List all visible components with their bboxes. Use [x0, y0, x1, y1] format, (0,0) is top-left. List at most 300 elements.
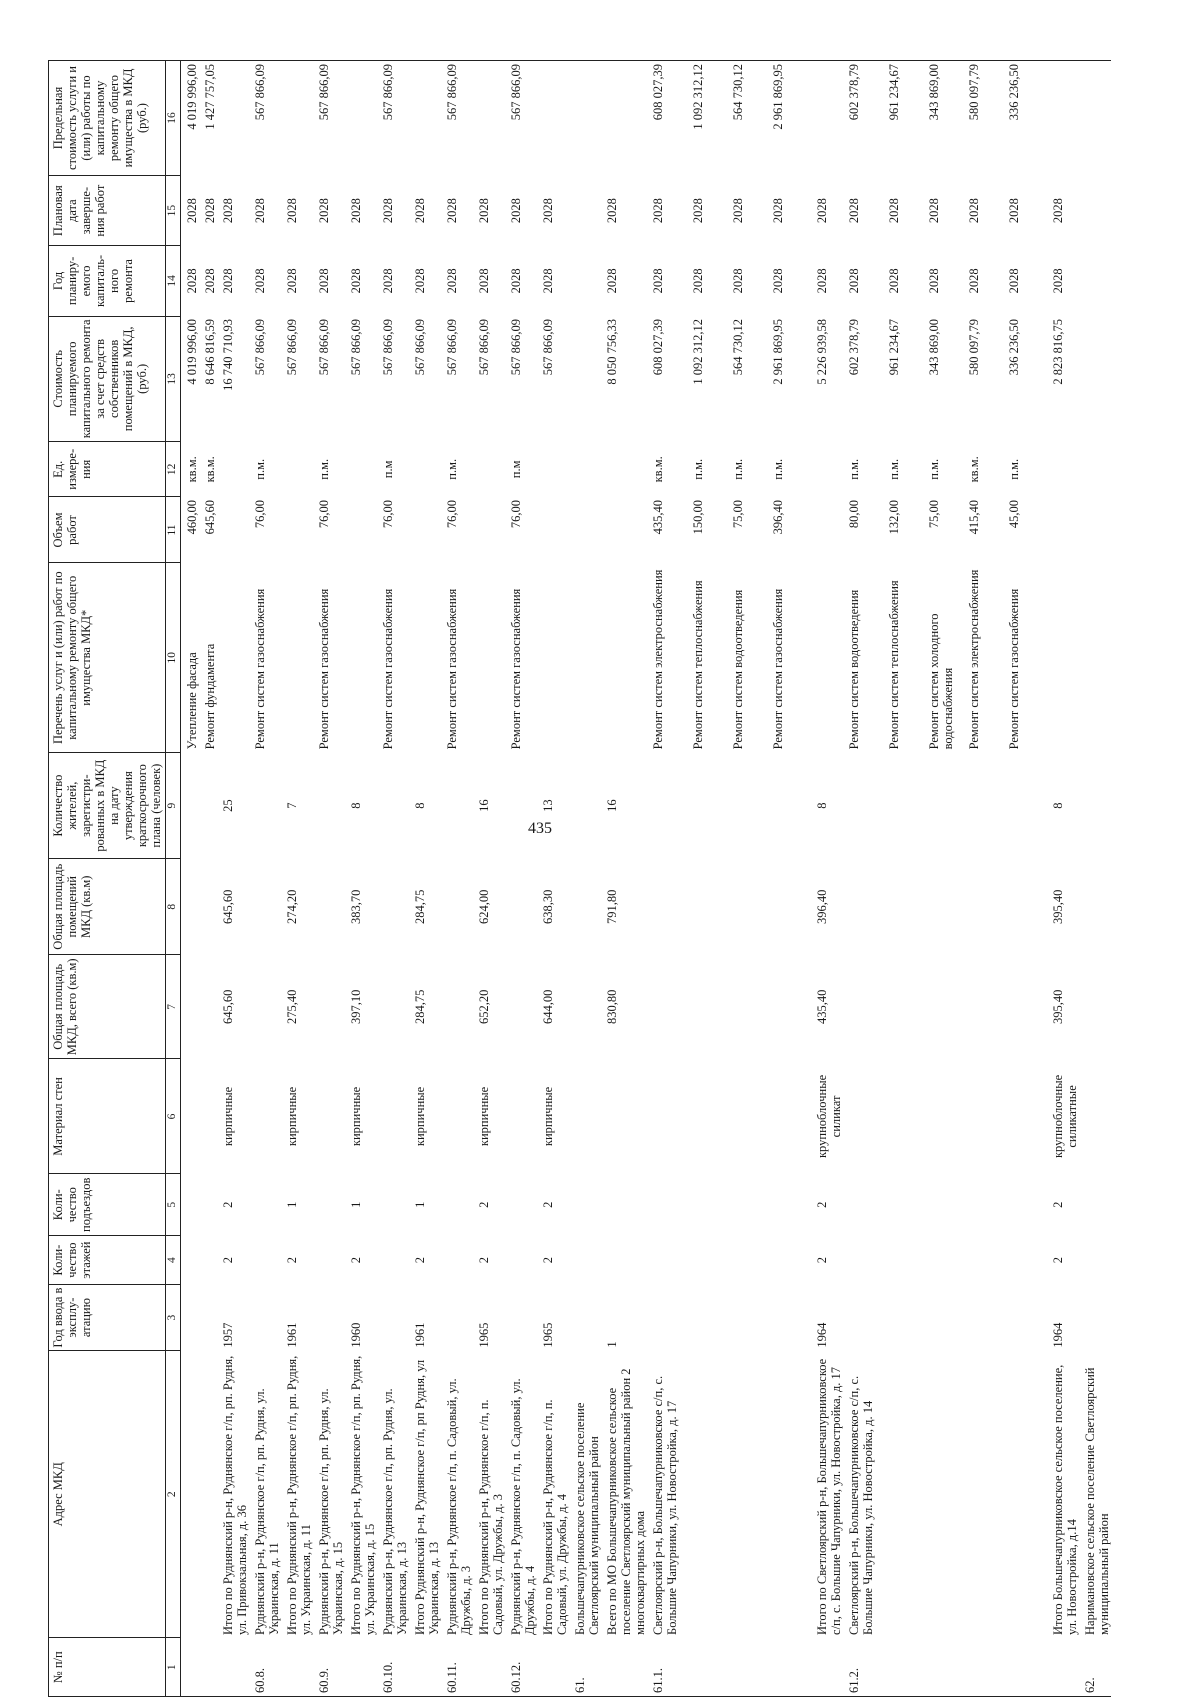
cell-col-1: 62. [1079, 1638, 1111, 1697]
cell-line: 75,00 [731, 499, 745, 529]
cell-col-11 [537, 497, 569, 563]
cell-col-6 [313, 1059, 345, 1174]
cell-col-2: Всего по МО Большечапурниковское сельское поселение Светлоярский муниципальный район 2 многоквартирных дома [605, 1368, 647, 1635]
header-col-15: Плановая дата заверше-ния работ [49, 176, 166, 246]
cell-col-2: Итого по Руднянский р-н, Руднянское г/п, п. Садовый, ул. Дружбы, д. 4 [541, 1399, 569, 1635]
cell-col-5: 2 [541, 1201, 555, 1208]
cell-col-14 [843, 246, 1047, 316]
cell-col-13: 4 019 996,00 [185, 319, 199, 385]
cell-col-7: 275,40 [285, 989, 299, 1024]
cell-col-10: Ремонт систем газоснабжения [381, 588, 395, 750]
header-col-4: Коли-чество этажей [49, 1236, 166, 1285]
cell-line: п.м. [771, 458, 785, 480]
cell-col-8: 395,40 [1051, 889, 1065, 924]
cell-col-10 [1047, 563, 1079, 752]
cell-col-2: Руднянский р-н, Руднянское г/п, рп. Рудня, ул. Украинская, д. 11 [253, 1388, 281, 1635]
cell-col-5 [601, 1174, 647, 1236]
cell-col-2: Итого по Руднянский р-н, Руднянское г/п, п. Садовый, ул. Дружбы, д. 3 [477, 1399, 505, 1635]
cell-col-8 [441, 859, 473, 955]
cell-col-13 [843, 316, 1047, 442]
cell-col-14: 2028 [541, 268, 555, 294]
cell-line: Ремонт систем газоснабжения [1007, 588, 1021, 750]
cell-col-10 [647, 563, 811, 752]
cell-col-9: 8 [349, 802, 363, 809]
cell-line: 2028 [691, 268, 705, 294]
cell-col-15: 2028 [349, 198, 363, 224]
cell-line: 2 961 869,95 [771, 64, 785, 130]
cell-col-4 [601, 1236, 647, 1285]
cell-col-11: 76,00 [317, 499, 331, 529]
table-row [1047, 61, 1079, 1697]
table-row [181, 61, 200, 1697]
cell-line: 336 236,50 [1007, 64, 1021, 121]
cell-col-5 [441, 1174, 473, 1236]
header-col-11: Объем работ [49, 497, 166, 563]
cell-col-5: 1 [413, 1201, 427, 1208]
cell-col-1: 60.8. [249, 1638, 281, 1697]
cell-col-2: Наримановское сельское поселение Светлоярский муниципальный район [1083, 1367, 1111, 1635]
cell-col-3 [505, 1285, 537, 1351]
cell-col-9 [843, 752, 1047, 858]
cell-col-15: 2028 [285, 198, 299, 224]
cell-col-9 [377, 752, 409, 858]
cell-col-6: кирпичные [541, 1086, 555, 1147]
cell-line: Ремонт систем холодного водоснабжения [927, 613, 955, 750]
column-number-16: 16 [166, 61, 181, 176]
cell-line: п.м. [847, 458, 861, 480]
cell-col-1: 60.10. [377, 1638, 409, 1697]
cell-col-4 [647, 1236, 811, 1285]
cell-line: 2028 [967, 268, 981, 294]
cell-col-1: 60.11. [441, 1638, 473, 1697]
cell-col-13: 567 866,09 [381, 319, 395, 376]
cell-col-4 [569, 1236, 601, 1285]
cell-col-12 [811, 442, 843, 497]
cell-line: 2028 [847, 198, 861, 224]
cell-line: 2 961 869,95 [771, 319, 785, 385]
cell-col-15 [569, 176, 601, 246]
cell-line: 608 027,39 [651, 64, 665, 121]
cell-line: 2028 [887, 268, 901, 294]
cell-col-15: 2028 [381, 198, 395, 224]
cell-col-3 [441, 1285, 473, 1351]
cell-line: 608 027,39 [651, 319, 665, 376]
cell-line: 564 730,12 [731, 319, 745, 376]
cell-col-9 [505, 752, 537, 858]
cell-col-12 [647, 442, 811, 497]
cell-col-11 [569, 497, 601, 563]
cell-line: 2028 [651, 268, 665, 294]
cell-line: Ремонт систем теплоснабжения [887, 580, 901, 750]
table-row [473, 61, 505, 1697]
cell-col-4: 2 [541, 1257, 555, 1264]
column-number-6: 6 [166, 1059, 181, 1174]
cell-col-16: 1 427 757,05 [199, 61, 217, 176]
cell-col-7: 652,20 [477, 989, 491, 1024]
cell-col-7: 644,00 [541, 989, 555, 1024]
cell-col-7: 397,10 [349, 989, 363, 1024]
cell-col-3 [249, 1285, 281, 1351]
cell-col-4 [843, 1236, 1047, 1285]
column-number-row [166, 61, 181, 1697]
cell-line: 2028 [887, 198, 901, 224]
table-row [647, 61, 811, 1697]
cell-col-12: п.м. [317, 458, 331, 480]
cell-col-15: 2028 [541, 198, 555, 224]
cell-col-6 [199, 1059, 217, 1174]
cell-col-4: 2 [221, 1257, 235, 1264]
cell-line: 2028 [691, 198, 705, 224]
cell-col-7: 395,40 [1051, 989, 1065, 1024]
cell-col-13 [1079, 316, 1111, 442]
header-col-2: Адрес МКД [49, 1351, 166, 1638]
cell-col-10 [473, 563, 505, 752]
cell-col-12 [601, 442, 647, 497]
cell-col-8: 274,20 [285, 889, 299, 924]
cell-col-13: 567 866,09 [509, 319, 523, 376]
cell-col-9 [569, 752, 601, 858]
column-number-9: 9 [166, 752, 181, 858]
cell-line: п.м. [1007, 458, 1021, 480]
cell-line: п.м. [731, 458, 745, 480]
cell-col-1: 60.9. [313, 1638, 345, 1697]
column-number-8: 8 [166, 859, 181, 955]
cell-col-8 [647, 859, 811, 955]
cell-col-2: Руднянский р-н, Руднянское г/п, п. Садовый, ул. Дружбы, д. 4 [509, 1378, 537, 1635]
cell-col-12: п.м [381, 460, 395, 479]
cell-col-10 [537, 563, 569, 752]
cell-col-3: 1957 [221, 1322, 235, 1348]
cell-col-14: 2028 [253, 268, 267, 294]
cell-col-7 [1079, 955, 1111, 1059]
cell-col-10: Утепление фасада [185, 652, 199, 750]
cell-col-12 [843, 442, 1047, 497]
cell-col-12: кв.м. [185, 456, 199, 483]
cell-col-13: 5 226 939,58 [815, 319, 829, 385]
cell-col-8 [249, 859, 281, 955]
cell-line: 415,40 [967, 499, 981, 535]
cell-line: 961 234,67 [887, 64, 901, 121]
cell-col-15: 2028 [253, 198, 267, 224]
cell-col-9: 7 [285, 802, 299, 809]
cell-col-3: 1960 [349, 1322, 363, 1348]
column-number-10: 10 [166, 563, 181, 752]
cell-col-6: кирпичные [477, 1086, 491, 1147]
cell-line: 45,00 [1007, 499, 1021, 529]
cell-col-5: 2 [221, 1201, 235, 1208]
cell-col-11 [1047, 497, 1079, 563]
table-row [1079, 61, 1111, 1697]
cell-col-2: Итого по Руднянский р-н, Руднянское г/п, рп. Рудня, ул. Привокзальная, д. 36 [221, 1355, 249, 1635]
cell-col-10: Ремонт систем газоснабжения [317, 588, 331, 750]
cell-line: 343 869,00 [927, 319, 941, 376]
cell-col-11 [811, 497, 843, 563]
cell-col-15: 2028 [203, 198, 217, 224]
cell-col-4 [313, 1236, 345, 1285]
cell-col-9 [647, 752, 811, 858]
column-number-4: 4 [166, 1236, 181, 1285]
capital-repair-table [48, 60, 1111, 1697]
cell-col-12 [281, 442, 313, 497]
cell-col-13 [647, 316, 811, 442]
cell-line: 396,40 [771, 499, 785, 535]
column-number-5: 5 [166, 1174, 181, 1236]
cell-col-9: 16 [605, 799, 619, 812]
table-row [345, 61, 377, 1697]
table-row [313, 61, 345, 1697]
cell-col-14 [647, 246, 811, 316]
cell-col-15: 2028 [221, 198, 235, 224]
cell-col-14: 2028 [413, 268, 427, 294]
cell-col-5 [249, 1174, 281, 1236]
table-row [601, 61, 647, 1697]
cell-line: 602 378,79 [847, 319, 861, 376]
cell-col-11 [843, 497, 1047, 563]
cell-col-12 [1047, 442, 1079, 497]
cell-col-6: кирпичные [349, 1086, 363, 1147]
cell-col-7: 645,60 [221, 989, 235, 1024]
cell-col-16 [811, 61, 843, 176]
cell-col-8: 791,80 [605, 889, 619, 924]
cell-line: Ремонт систем электроснабжения [651, 569, 665, 750]
cell-col-2: Итого по Руднянский р-н, Руднянское г/п, рп. Рудня, ул. Украинская, д. 15 [349, 1355, 377, 1635]
cell-col-2: Большечапурниковское сельское поселение Светлоярский муниципальный район [573, 1402, 601, 1635]
table-row [377, 61, 409, 1697]
cell-col-1: 60.12. [505, 1638, 537, 1697]
cell-col-11: 76,00 [509, 499, 523, 529]
cell-col-14: 2028 [605, 268, 619, 294]
header-row [49, 61, 166, 1697]
cell-col-10 [601, 563, 647, 752]
cell-col-7 [441, 955, 473, 1059]
cell-col-16 [1079, 61, 1111, 176]
cell-col-12: п.м. [253, 458, 267, 480]
cell-col-10: Ремонт систем газоснабжения [509, 588, 523, 750]
header-col-7: Общая площадь МКД, всего (кв.м) [49, 955, 166, 1059]
cell-col-16: 567 866,09 [441, 61, 473, 176]
table-row [537, 61, 569, 1697]
cell-line: 150,00 [691, 499, 705, 535]
cell-col-1 [811, 1638, 843, 1697]
cell-line: Ремонт систем газоснабжения [771, 588, 785, 750]
table-row [811, 61, 843, 1697]
cell-col-8: 645,60 [221, 889, 235, 924]
cell-line: 961 234,67 [887, 319, 901, 376]
cell-col-3 [199, 1285, 217, 1351]
cell-col-7 [249, 955, 281, 1059]
cell-col-11: 76,00 [253, 499, 267, 529]
page-number: 435 [528, 820, 552, 837]
header-col-16: Предельная стоимость услуги и (или) работы по капитальному ремонту общего имущества в МКД (руб.) [49, 61, 166, 176]
cell-col-4 [505, 1236, 537, 1285]
column-number-7: 7 [166, 955, 181, 1059]
cell-col-14: 2028 [815, 268, 829, 294]
cell-col-14: 2028 [203, 268, 217, 294]
cell-col-5 [199, 1174, 217, 1236]
cell-col-15: 2028 [815, 198, 829, 224]
cell-col-14: 2028 [317, 268, 331, 294]
cell-col-14: 2028 [185, 268, 199, 294]
cell-col-13: 2 823 816,75 [1051, 319, 1065, 385]
table-row [843, 61, 1047, 1697]
cell-col-16: 567 866,09 [313, 61, 345, 176]
cell-col-5 [1079, 1174, 1111, 1236]
cell-col-6 [843, 1059, 1047, 1174]
cell-line: п.м. [887, 458, 901, 480]
rotated-table-container [48, 60, 1148, 1697]
cell-col-2: Руднянский р-н, Руднянское г/п, рп. Рудня, ул. Украинская, д. 15 [317, 1388, 345, 1635]
cell-col-9: 8 [1051, 802, 1065, 809]
cell-col-5: 2 [815, 1201, 829, 1208]
cell-col-13: 567 866,09 [477, 319, 491, 376]
cell-col-1: 61.1. [647, 1638, 811, 1697]
cell-col-13: 16 740 710,93 [221, 319, 235, 391]
cell-line: Ремонт систем теплоснабжения [691, 580, 705, 750]
cell-col-12 [1079, 442, 1111, 497]
cell-col-6 [441, 1059, 473, 1174]
cell-col-16 [537, 61, 569, 176]
cell-col-5: 2 [1051, 1201, 1065, 1208]
table-row [281, 61, 313, 1697]
column-number-13: 13 [166, 316, 181, 442]
cell-col-16 [409, 61, 441, 176]
cell-col-10 [843, 563, 1047, 752]
cell-col-14 [569, 246, 601, 316]
cell-col-13: 567 866,09 [253, 319, 267, 376]
cell-line: 2028 [927, 198, 941, 224]
cell-col-10 [811, 563, 843, 752]
cell-col-5 [843, 1174, 1047, 1236]
cell-col-7 [647, 955, 811, 1059]
cell-col-13: 8 646 816,59 [203, 319, 217, 385]
cell-line: 336 236,50 [1007, 319, 1021, 376]
cell-col-14: 2028 [1051, 268, 1065, 294]
cell-col-12: п.м [509, 460, 523, 479]
cell-line: 2028 [731, 268, 745, 294]
cell-col-12 [217, 442, 249, 497]
cell-line: 2028 [1007, 268, 1021, 294]
cell-col-5 [313, 1174, 345, 1236]
cell-col-13: 567 866,09 [317, 319, 331, 376]
cell-col-16 [473, 61, 505, 176]
cell-col-8 [199, 859, 217, 955]
cell-col-13 [569, 316, 601, 442]
cell-col-6: крупноблочные силикат [815, 1074, 843, 1159]
cell-col-16 [345, 61, 377, 176]
cell-col-4 [441, 1236, 473, 1285]
cell-col-14: 2028 [221, 268, 235, 294]
cell-col-3: 1965 [477, 1322, 491, 1348]
cell-line: 2028 [927, 268, 941, 294]
cell-col-11: 460,00 [185, 499, 199, 535]
cell-col-15: 2028 [509, 198, 523, 224]
cell-col-1: 61.2. [843, 1638, 1047, 1697]
cell-col-7 [377, 955, 409, 1059]
cell-col-14: 2028 [509, 268, 523, 294]
table-row [569, 61, 601, 1697]
cell-col-3 [843, 1285, 1047, 1351]
cell-col-2 [181, 1351, 200, 1638]
cell-col-16: 567 866,09 [377, 61, 409, 176]
cell-col-4: 2 [413, 1257, 427, 1264]
header-col-8: Общая площадь помещений МКД (кв.м) [49, 859, 166, 955]
cell-col-9 [441, 752, 473, 858]
cell-col-13: 567 866,09 [349, 319, 363, 376]
cell-col-4: 2 [285, 1257, 299, 1264]
column-number-3: 3 [166, 1285, 181, 1351]
cell-line: 2028 [731, 198, 745, 224]
cell-line: п.м. [691, 458, 705, 480]
cell-col-4 [181, 1236, 200, 1285]
cell-col-12 [537, 442, 569, 497]
cell-col-1 [217, 1638, 249, 1697]
cell-col-11: 76,00 [381, 499, 395, 529]
cell-col-2: Светлоярский р-н, Большечапурниковское с/п, с. Большие Чапурники, ул. Новостройка, д. 14 [847, 1375, 875, 1635]
table-row [409, 61, 441, 1697]
cell-col-11: 645,60 [203, 499, 217, 535]
cell-line: 1 092 312,12 [691, 64, 705, 130]
cell-col-15: 2028 [317, 198, 331, 224]
cell-col-6 [601, 1059, 647, 1174]
cell-col-11 [601, 497, 647, 563]
cell-col-11 [281, 497, 313, 563]
cell-line: 2028 [771, 268, 785, 294]
cell-col-8 [377, 859, 409, 955]
cell-col-12 [409, 442, 441, 497]
cell-col-16: 4 019 996,00 [181, 61, 200, 176]
cell-col-3 [569, 1285, 601, 1351]
cell-col-14 [1079, 246, 1111, 316]
cell-col-11 [647, 497, 811, 563]
cell-col-7 [313, 955, 345, 1059]
cell-line: 80,00 [847, 499, 861, 529]
cell-col-9: 8 [413, 802, 427, 809]
cell-col-5: 2 [477, 1201, 491, 1208]
cell-col-2: Итого Руднянский р-н, Руднянское г/п, рп Рудня, ул Украинская, д. 13 [413, 1359, 441, 1635]
cell-col-10 [217, 563, 249, 752]
cell-col-11 [409, 497, 441, 563]
cell-col-7 [569, 955, 601, 1059]
cell-line: кв.м. [651, 456, 665, 483]
cell-col-16 [843, 61, 1047, 176]
cell-col-2: Итого Большечапурниковское сельское поселение, ул. Новостройка, д.14 [1051, 1364, 1079, 1635]
column-number-14: 14 [166, 246, 181, 316]
cell-col-14: 2028 [445, 268, 459, 294]
cell-col-3 [647, 1285, 811, 1351]
cell-col-11 [1079, 497, 1111, 563]
cell-col-3: 1964 [815, 1322, 829, 1348]
cell-col-8 [505, 859, 537, 955]
cell-col-15: 2028 [185, 198, 199, 224]
cell-line: Ремонт систем электроснабжения [967, 569, 981, 750]
cell-col-13: 567 866,09 [413, 319, 427, 376]
cell-col-3: 1965 [541, 1322, 555, 1348]
cell-col-11: 76,00 [445, 499, 459, 529]
cell-col-3 [181, 1285, 200, 1351]
cell-col-1: 61. [569, 1638, 601, 1697]
cell-col-15 [843, 176, 1047, 246]
header-col-12: Ед. измере-ния [49, 442, 166, 497]
cell-col-1 [1047, 1638, 1079, 1697]
cell-line: Ремонт систем водоотведения [731, 589, 745, 750]
cell-col-9 [249, 752, 281, 858]
cell-col-1 [199, 1638, 217, 1697]
cell-col-16 [569, 61, 601, 176]
cell-col-10 [281, 563, 313, 752]
cell-line: 75,00 [927, 499, 941, 529]
cell-col-8 [1079, 859, 1111, 955]
cell-col-9 [313, 752, 345, 858]
